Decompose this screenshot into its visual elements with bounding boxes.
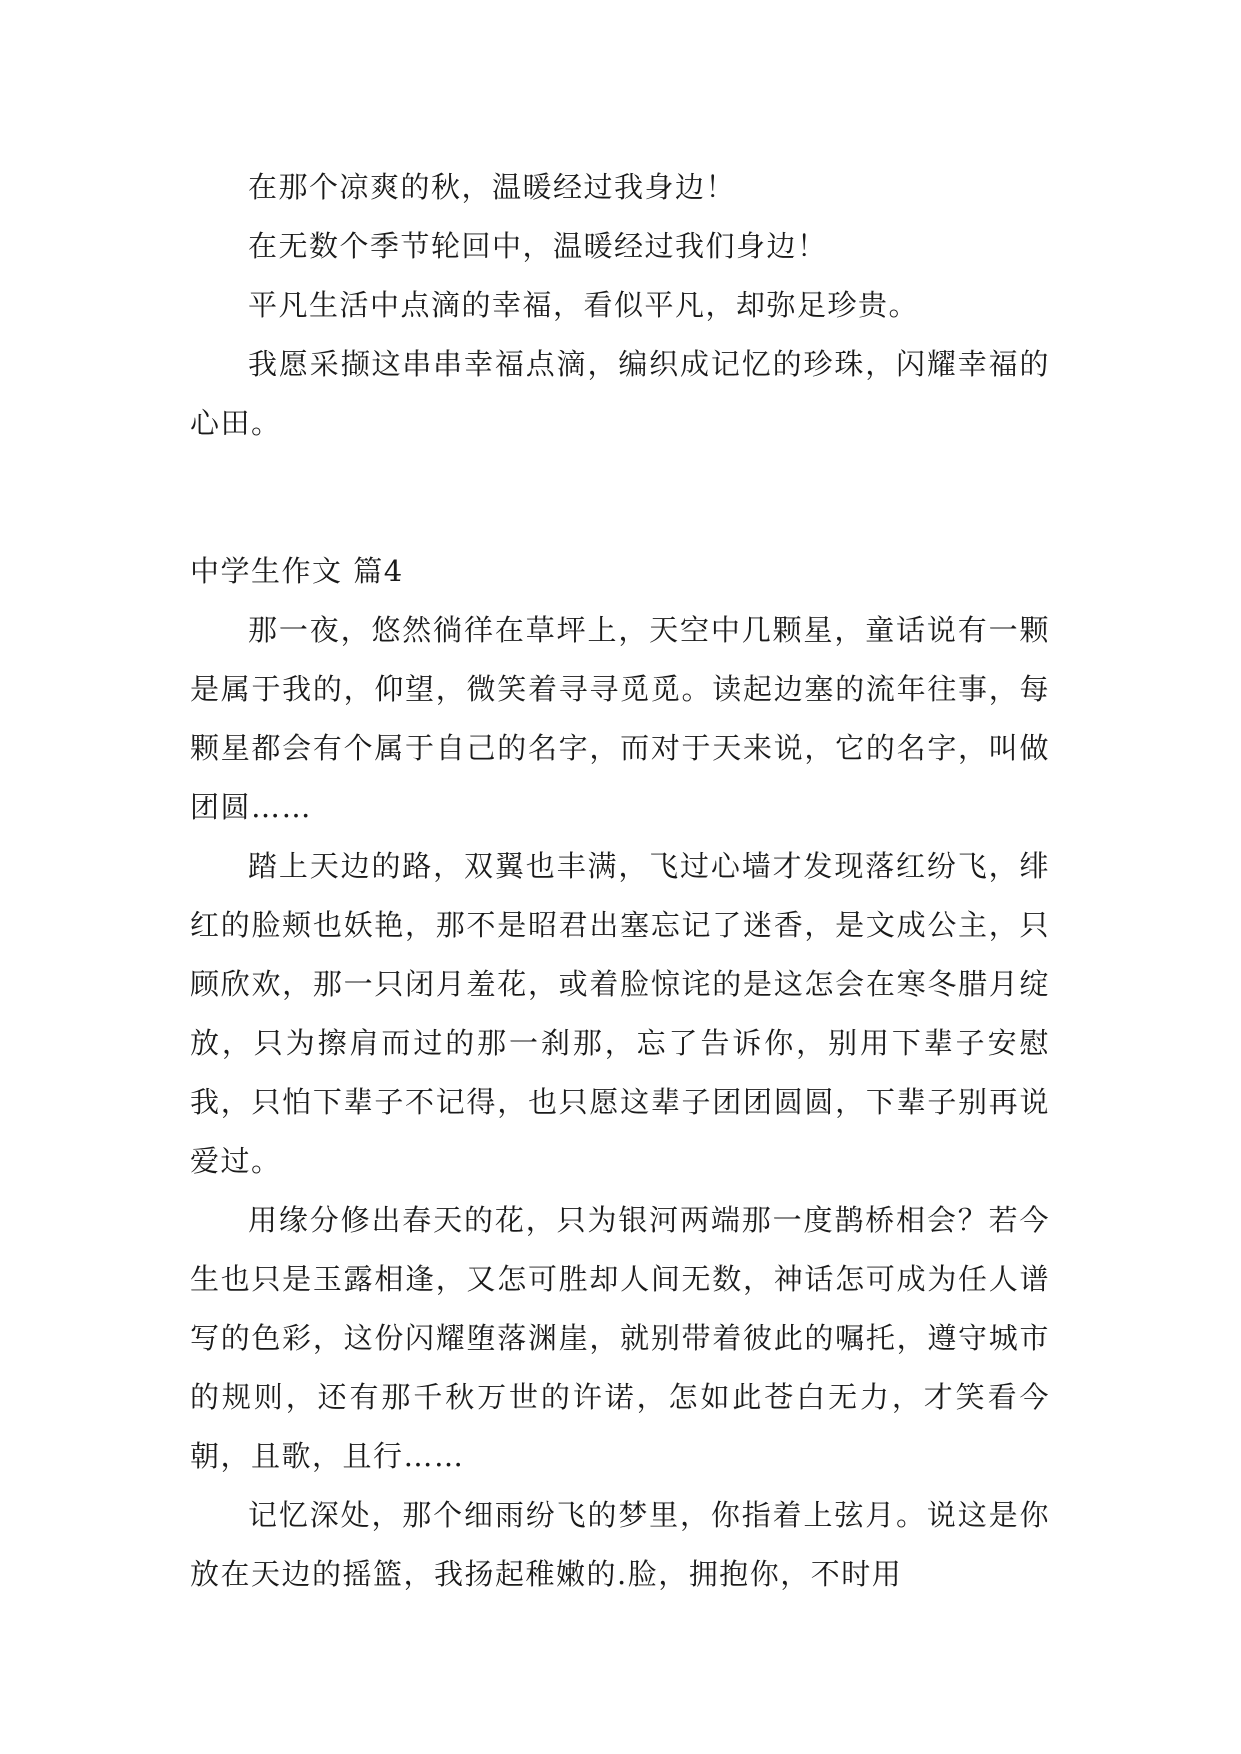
- section-heading: 中学生作文 篇4: [190, 554, 404, 588]
- paragraph: 那一夜，悠然徜徉在草坪上，天空中几颗星，童话说有一颗是属于我的，仰望，微笑着寻寻觅觅。读起边塞的流年往事，每颗星都会有个属于自己的名字，而对于天来说，它的名字，叫做团圆……: [190, 613, 1050, 824]
- paragraph: 平凡生活中点滴的幸福，看似平凡，却弥足珍贵。: [248, 288, 920, 322]
- paragraph: 在那个凉爽的秋，温暖经过我身边！: [248, 170, 737, 204]
- paragraph: 用缘分修出春天的花，只为银河两端那一度鹊桥相会？若今生也只是玉露相逢，又怎可胜却人间无数，神话怎可成为任人谱写的色彩，这份闪耀堕落渊崖，就别带着彼此的嘱托，遵守城市的规则，还有那千秋万世的许诺，怎如此苍白无力，才笑看今朝，且歌，且行……: [190, 1203, 1050, 1473]
- section-gap: [190, 453, 1050, 542]
- document-body: [190, 158, 1050, 1604]
- paragraph: 我愿采撷这串串幸福点滴，编织成记忆的珍珠，闪耀幸福的心田。: [190, 347, 1050, 440]
- paragraph: 在无数个季节轮回中，温暖经过我们身边！: [248, 229, 828, 263]
- paragraph: 记忆深处，那个细雨纷飞的梦里，你指着上弦月。说这是你放在天边的摇篮，我扬起稚嫩的.脸，拥抱你，不时用: [190, 1498, 1050, 1591]
- paragraph: 踏上天边的路，双翼也丰满，飞过心墙才发现落红纷飞，绯红的脸颊也妖艳，那不是昭君出塞忘记了迷香，是文成公主，只顾欣欢，那一只闭月羞花，或着脸惊诧的是这怎会在寒冬腊月绽放，只为擦肩而过的那一刹那，忘了告诉你，别用下辈子安慰我，只怕下辈子不记得，也只愿这辈子团团圆圆，下辈子别再说爱过。: [190, 849, 1050, 1178]
